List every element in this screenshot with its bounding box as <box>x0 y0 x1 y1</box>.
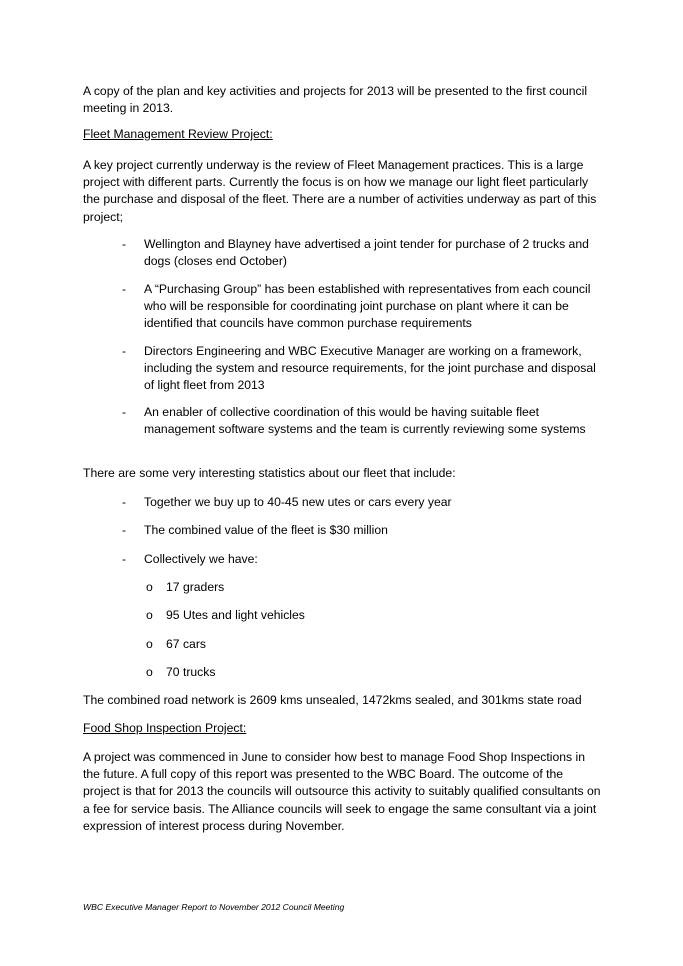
stats-intro-paragraph: There are some very interesting statistics about our fleet that include: <box>83 466 456 480</box>
sub-bullet-marker: o <box>146 665 153 679</box>
bullet-dash: - <box>122 495 127 509</box>
fleet-bullet-text: Wellington and Blayney have advertised a joint tender for purchase of 2 trucks and dogs (closes end October) <box>144 237 589 269</box>
sub-bullet-marker: o <box>146 637 153 651</box>
bullet-dash: - <box>122 405 127 419</box>
collective-item-text: 67 cars <box>166 637 206 651</box>
intro-paragraph: A copy of the plan and key activities and projects for 2013 will be presented to the first council meeting in 2013. <box>83 84 588 116</box>
food-heading: Food Shop Inspection Project: <box>83 721 247 735</box>
bullet-dash: - <box>122 282 127 296</box>
sub-bullet-marker: o <box>146 580 153 594</box>
fleet-bullet-text: An enabler of collective coordination of this would be having suitable fleet management software systems and the team is currently reviewing some systems <box>144 405 586 437</box>
page-footer: WBC Executive Manager Report to November 2012 Council Meeting <box>83 902 345 912</box>
fleet-intro-paragraph: A key project currently underway is the review of Fleet Management practices. This is a large project with different parts. Currently the focus is on how we manage our light fleet particularly the purchase and disposal of the fleet. There are a number of activities underway as part of this project; <box>83 158 597 224</box>
stats-bullet-text: The combined value of the fleet is $30 million <box>144 523 388 537</box>
fleet-heading: Fleet Management Review Project: <box>83 127 273 141</box>
bullet-dash: - <box>122 344 127 358</box>
fleet-bullet-text: A “Purchasing Group” has been established with representatives from each council who will be responsible for coordinating joint purchase on plant where it can be identified that councils have common purchase requirements <box>144 282 591 331</box>
fleet-bullet-text: Directors Engineering and WBC Executive Manager are working on a framework, including the system and resource requirements, for the joint purchase and disposal of light fleet from 2013 <box>144 344 596 393</box>
stats-bullet-text: Together we buy up to 40-45 new utes or cars every year <box>144 495 452 509</box>
bullet-dash: - <box>122 552 127 566</box>
collective-item-text: 17 graders <box>166 580 225 594</box>
collective-item-text: 95 Utes and light vehicles <box>166 608 305 622</box>
bullet-dash: - <box>122 523 127 537</box>
sub-bullet-marker: o <box>146 608 153 622</box>
stats-bullet-text: Collectively we have: <box>144 552 258 566</box>
food-paragraph: A project was commenced in June to consider how best to manage Food Shop Inspections in the future. A full copy of this report was presented to the WBC Board. The outcome of the project is that for 2013 the councils will outsource this activity to suitably qualified consultants on a fee for service basis. The Alliance councils will seek to engage the same consultant via a joint expression of interest process during November. <box>83 750 601 833</box>
bullet-dash: - <box>122 237 127 251</box>
collective-item-text: 70 trucks <box>166 665 216 679</box>
road-network-paragraph: The combined road network is 2609 kms unsealed, 1472kms sealed, and 301kms state road <box>83 693 582 707</box>
